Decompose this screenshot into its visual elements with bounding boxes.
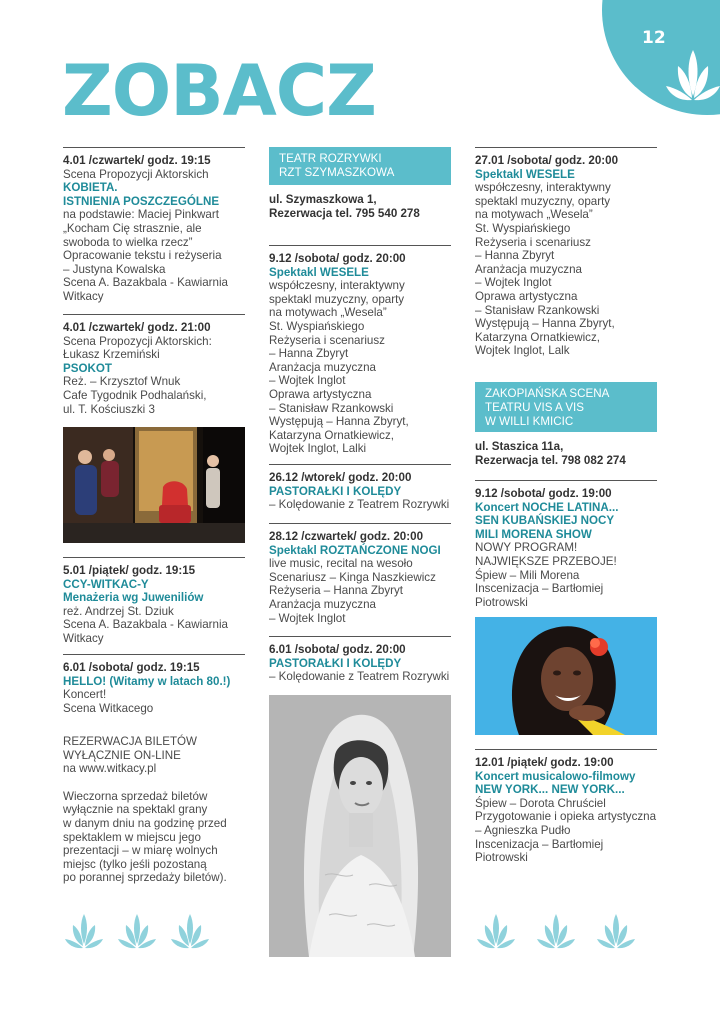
event-line: Aranżacja muzyczna	[269, 597, 376, 611]
event-title: KOBIETA.	[63, 181, 118, 195]
venue-line: ZAKOPIAŃSKA SCENA	[485, 387, 610, 400]
singer-photo-art	[475, 617, 657, 735]
event-line: – Stanisław Rzankowski	[269, 401, 394, 415]
event-date: 4.01 /czwartek/ godz. 19:15	[63, 154, 211, 167]
lotus-leaf-icon	[596, 910, 636, 950]
event-entry	[475, 749, 657, 866]
event-title: PSOKOT	[63, 361, 112, 375]
event-line: Wojtek Inglot, Lalki	[269, 442, 367, 456]
event-date: 5.01 /piątek/ godz. 19:15	[63, 564, 196, 577]
portrait-photo	[269, 695, 451, 957]
event-line: Reżyseria i scenariusz	[475, 235, 591, 249]
lotus-leaf-icon	[117, 910, 157, 950]
event-line: – Agnieszka Pudło	[475, 823, 571, 837]
note-line: WYŁĄCZNIE ON-LINE	[63, 748, 181, 762]
note-line: Wieczorna sprzedaż biletów	[63, 789, 208, 803]
event-entry	[475, 480, 657, 617]
address-line: ul. Staszica 11a,	[475, 440, 564, 453]
event-line: Katarzyna Ornatkiewicz,	[475, 330, 601, 344]
event-line: Scena A. Bazakbala - Kawiarnia	[63, 618, 228, 632]
column-middle	[269, 147, 451, 957]
event-line: Występują – Hanna Zbyryt,	[269, 415, 409, 429]
portrait-photo-art	[269, 695, 451, 957]
event-line: Inscenizacja – Bartłomiej	[475, 837, 604, 851]
stage-photo-art	[63, 427, 245, 543]
event-line: – Wojtek Inglot	[269, 611, 346, 625]
venue-address	[269, 193, 451, 245]
event-line: Koncert!	[63, 688, 107, 702]
venue-address	[475, 440, 657, 480]
event-date: 27.01 /sobota/ godz. 20:00	[475, 154, 619, 167]
event-line: współczesny, interaktywny	[475, 181, 611, 195]
event-line: Oprawa artystyczna	[269, 387, 372, 401]
event-line: Śpiew – Mili Morena	[475, 568, 580, 582]
event-entry	[63, 557, 245, 654]
event-line: spektakl muzyczny, oparty	[269, 292, 405, 306]
event-title: ISTNIENIA POSZCZEGÓLNE	[63, 194, 220, 208]
venue-header	[269, 147, 451, 185]
event-entry	[63, 314, 245, 427]
note-line: na www.witkacy.pl	[63, 762, 157, 776]
event-entry	[63, 147, 245, 314]
event-title: NEW YORK... NEW YORK...	[475, 783, 625, 797]
event-line: – Kolędowanie z Teatrem Rozrywki	[269, 670, 450, 684]
event-line: Opracowanie tekstu i reżyseria	[63, 249, 222, 263]
footer-ornament-right	[476, 910, 636, 950]
event-line: NOWY PROGRAM!	[475, 541, 578, 555]
event-entry	[269, 636, 451, 695]
page-title: ZOBACZ	[62, 50, 376, 132]
note-line: w danym dniu na godzinę przed	[63, 816, 227, 830]
event-entry	[475, 147, 657, 382]
event-title: HELLO! (Witamy w latach 80.!)	[63, 674, 231, 688]
lotus-leaf-icon	[476, 910, 516, 950]
event-date: 9.12 /sobota/ godz. 19:00	[475, 487, 612, 500]
venue-line: RZT SZYMASZKOWA	[279, 166, 395, 179]
event-title: Spektakl WESELE	[269, 265, 369, 279]
event-line: Cafe Tygodnik Podhalański,	[63, 388, 207, 402]
note-line: prezentacji – w miarę wolnych	[63, 844, 218, 858]
event-line: Aranżacja muzyczna	[269, 360, 376, 374]
event-line: Łukasz Krzemiński	[63, 348, 160, 362]
event-date: 6.01 /sobota/ godz. 20:00	[269, 643, 406, 656]
event-entry	[269, 464, 451, 523]
event-title: Koncert musicalowo-filmowy	[475, 769, 636, 783]
event-line: – Hanna Zbyryt	[475, 249, 555, 263]
event-line: Scena Propozycji Aktorskich:	[63, 334, 212, 348]
event-line: St. Wyspiańskiego	[475, 221, 571, 235]
lotus-leaf-icon	[64, 910, 104, 950]
lotus-leaf-icon	[536, 910, 576, 950]
event-line: Witkacy	[63, 289, 104, 303]
event-line: Katarzyna Ornatkiewicz,	[269, 428, 395, 442]
event-line: „Kocham Cię strasznie, ale	[63, 221, 202, 235]
event-line: – Wojtek Inglot	[269, 374, 346, 388]
singer-photo	[475, 617, 657, 735]
event-date: 6.01 /sobota/ godz. 19:15	[63, 661, 200, 674]
venue-line: W WILLI KMICIC	[485, 415, 574, 428]
note-line: miejsc (tylko jeśli pozostaną	[63, 857, 207, 871]
venue-line: TEATR ROZRYWKI	[279, 152, 382, 165]
event-date: 12.01 /piątek/ godz. 19:00	[475, 756, 614, 769]
event-date: 4.01 /czwartek/ godz. 21:00	[63, 321, 211, 334]
event-date: 9.12 /sobota/ godz. 20:00	[269, 252, 406, 265]
event-line: – Stanisław Rzankowski	[475, 303, 600, 317]
sales-note	[63, 790, 245, 885]
event-line: Piotrowski	[475, 851, 528, 865]
event-line: – Kolędowanie z Teatrem Rozrywki	[269, 498, 450, 512]
event-line: Inscenizacja – Bartłomiej	[475, 582, 604, 596]
event-entry	[269, 245, 451, 464]
event-line: Reżyseria – Hanna Zbyryt	[269, 584, 404, 598]
page-corner	[602, 0, 720, 115]
event-line: St. Wyspiańskiego	[269, 319, 365, 333]
event-line: Scena A. Bazakbala - Kawiarnia	[63, 276, 228, 290]
event-title: Spektakl WESELE	[475, 167, 575, 181]
event-title: MILI MORENA SHOW	[475, 527, 592, 541]
event-line: Scena Propozycji Aktorskich	[63, 167, 209, 181]
event-line: współczesny, interaktywny	[269, 279, 405, 293]
event-line: swoboda to wielka rzecz”	[63, 235, 193, 249]
event-entry	[63, 654, 245, 735]
event-title: Spektakl ROZTAŃCZONE NOGI	[269, 543, 441, 557]
note-line: REZERWACJA BILETÓW	[63, 735, 197, 748]
event-line: – Justyna Kowalska	[63, 262, 166, 276]
event-line: Witkacy	[63, 631, 104, 645]
event-line: na motywach „Wesela”	[475, 208, 593, 222]
address-line: Rezerwacja tel. 798 082 274	[475, 453, 626, 467]
event-line: na podstawie: Maciej Pinkwart	[63, 208, 219, 222]
event-title: Koncert NOCHE LATINA...	[475, 500, 619, 514]
footer-ornament-left	[64, 910, 210, 950]
venue-header	[475, 382, 657, 432]
note-line: wyłącznie na spektakl grany	[63, 803, 208, 817]
event-title: PASTORAŁKI I KOLĘDY	[269, 484, 402, 498]
event-line: – Hanna Zbyryt	[269, 347, 349, 361]
page-number: 12	[642, 28, 666, 48]
event-title: PASTORAŁKI I KOLĘDY	[269, 656, 402, 670]
column-right	[475, 147, 657, 866]
event-line: NAJWIĘKSZE PRZEBOJE!	[475, 554, 617, 568]
event-line: Oprawa artystyczna	[475, 289, 578, 303]
column-left	[63, 147, 245, 885]
lotus-leaf-icon	[664, 44, 720, 106]
stage-photo	[63, 427, 245, 543]
event-line: na motywach „Wesela”	[269, 306, 387, 320]
event-line: Scenariusz – Kinga Naszkiewicz	[269, 570, 436, 584]
event-line: ul. T. Kościuszki 3	[63, 402, 155, 416]
event-title: Menażeria wg Juweniliów	[63, 591, 204, 605]
event-line: Przygotowanie i opieka artystyczna	[475, 810, 657, 824]
note-line: po porannej sprzedaży biletów).	[63, 871, 227, 885]
address-line: Rezerwacja tel. 795 540 278	[269, 206, 420, 220]
event-line: reż. Andrzej St. Dziuk	[63, 604, 174, 618]
event-line: Reż. – Krzysztof Wnuk	[63, 375, 181, 389]
event-line: Śpiew – Dorota Chruściel	[475, 796, 606, 810]
note-line: spektaklem w miejscu jego	[63, 830, 201, 844]
event-date: 28.12 /czwartek/ godz. 20:00	[269, 530, 424, 543]
event-date: 26.12 /wtorek/ godz. 20:00	[269, 471, 412, 484]
event-title: CCY-WITKAC-Y	[63, 577, 149, 591]
lotus-leaf-icon	[170, 910, 210, 950]
event-line: spektakl muzyczny, oparty	[475, 194, 611, 208]
event-line: Reżyseria i scenariusz	[269, 333, 385, 347]
event-line: live music, recital na wesoło	[269, 557, 413, 571]
event-line: Wojtek Inglot, Lalk	[475, 344, 570, 358]
event-entry	[269, 523, 451, 636]
event-line: Aranżacja muzyczna	[475, 262, 582, 276]
event-line: Scena Witkacego	[63, 701, 154, 715]
venue-line: TEATRU VIS A VIS	[485, 401, 585, 414]
address-line: ul. Szymaszkowa 1,	[269, 193, 377, 206]
event-line: Piotrowski	[475, 595, 528, 609]
event-line: Występują – Hanna Zbyryt,	[475, 317, 615, 331]
reservation-note	[63, 735, 245, 776]
event-title: SEN KUBAŃSKIEJ NOCY	[475, 514, 615, 528]
event-line: – Wojtek Inglot	[475, 276, 552, 290]
